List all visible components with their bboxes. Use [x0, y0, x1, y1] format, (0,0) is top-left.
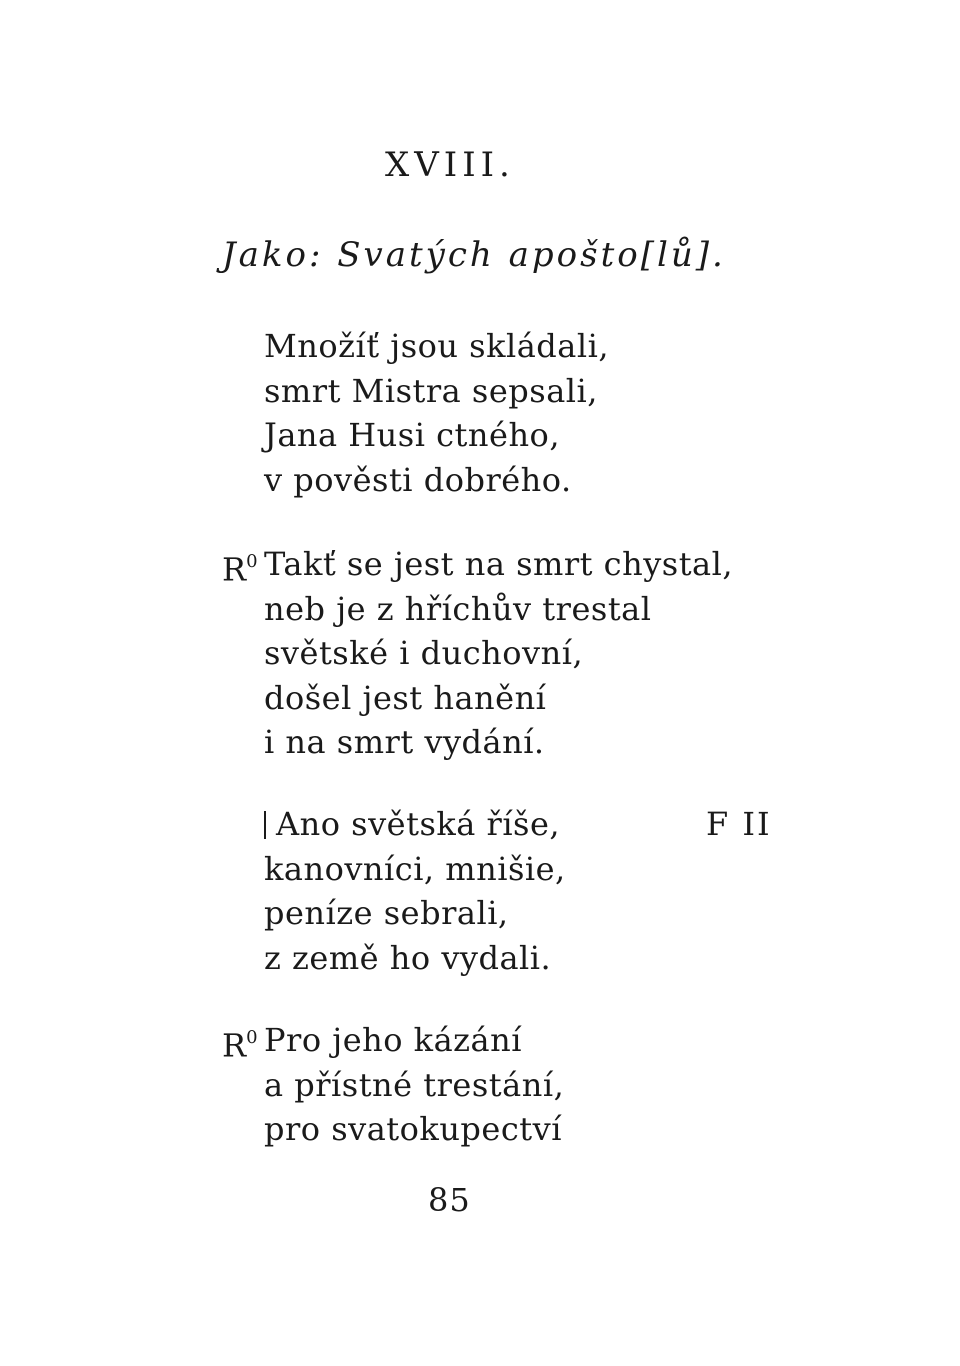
melody-subtitle: Jako: Svatých apošto[lů]. [222, 235, 726, 275]
page-number: 85 [428, 1181, 471, 1219]
verse-line: Jana Husi ctného, [264, 416, 560, 454]
verse-line: neb je z hříchův trestal [264, 589, 652, 628]
verse-line: z země ho vydali. [264, 938, 552, 977]
verse-line-with-bar: Ano světská říše, [264, 802, 566, 847]
page-break-bar [264, 811, 266, 839]
refrain-marker-sup: 0 [246, 551, 258, 572]
verse-line: došel jest hanění [264, 678, 547, 717]
verse-line: peníze sebrali, [264, 894, 509, 932]
verse-line: Množíť jsou skládali, [264, 327, 609, 365]
verse-line: smrt Mistra sepsali, [264, 371, 598, 410]
verse-line: kanovníci, mnišie, [264, 849, 566, 888]
refrain-marker-sup: 0 [246, 1027, 258, 1048]
refrain-marker: $R^0$ [222, 550, 258, 589]
stanza-3 [264, 802, 566, 980]
verse-line: v pověsti dobrého. [264, 460, 572, 499]
verse-line: Pro jeho kázání [264, 1021, 522, 1059]
margin-source-note: F II [706, 805, 772, 843]
verse-line: i na smrt vydání. [264, 723, 545, 761]
verse-line: Takť se jest na smrt chystal, [264, 545, 734, 583]
stanza-1 [264, 324, 609, 502]
stanza-4 [264, 1018, 564, 1152]
verse-line: světské i duchovní, [264, 634, 584, 672]
verse-line: a přístné trestání, [264, 1065, 565, 1104]
verse-line: pro svatokupectví [264, 1110, 562, 1148]
refrain-marker: $R^0$ [222, 1026, 258, 1065]
poem-number-heading: XVIII. [385, 145, 515, 185]
stanza-2 [264, 542, 733, 765]
